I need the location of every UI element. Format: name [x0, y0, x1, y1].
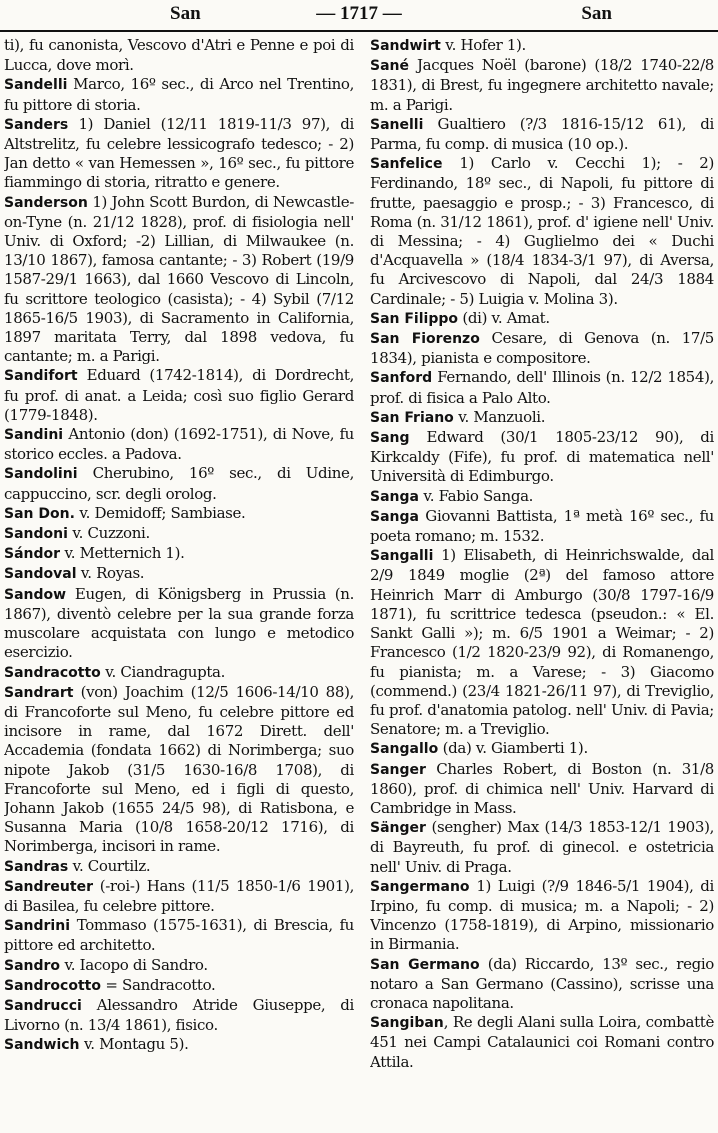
- left-column: [4, 36, 354, 1133]
- entry-headword: Sandras: [4, 858, 69, 875]
- entry-headword: Sanders: [4, 116, 69, 133]
- entry-text: (sengher) Max (14/3 1853-12/1 1903), di Bayreuth, fu prof. di ginecol. e ostetricia nell' Univ. di Praga.: [370, 818, 714, 876]
- dictionary-entry: [4, 544, 354, 564]
- entry-headword: Sanderson: [4, 194, 88, 211]
- dictionary-entry: [370, 955, 714, 1014]
- dictionary-entry: [4, 36, 354, 75]
- entry-headword: Sang: [370, 430, 410, 447]
- entry-text: Edward (30/1 1805-23/12 90), di Kirkcaldy (Fife), fu prof. di matematica nell' Università di Edimburgo.: [370, 428, 714, 486]
- entry-headword: Sandini: [4, 427, 64, 444]
- entry-text: Antonio (don) (1692-1751), di Nove, fu storico eccles. a Padova.: [4, 425, 354, 464]
- entry-headword: Sanelli: [370, 116, 424, 133]
- dictionary-entry: [370, 329, 714, 368]
- entry-text: v. Courtilz.: [68, 856, 151, 875]
- dictionary-entry: [370, 507, 714, 546]
- dictionary-entry: [4, 115, 354, 193]
- entry-text: Tommaso (1575-1631), di Brescia, fu pittore ed architetto.: [4, 916, 354, 955]
- header-right-word: San: [581, 3, 612, 24]
- entry-headword: San Fiorenzo: [370, 331, 480, 348]
- entry-headword: Sándor: [4, 546, 61, 563]
- entry-headword: Sandifort: [4, 368, 78, 385]
- entry-headword: Sandelli: [4, 77, 68, 94]
- entry-headword: Sangiban: [370, 1015, 444, 1032]
- entry-headword: Sandow: [4, 586, 67, 603]
- dictionary-entry: [4, 585, 354, 663]
- entry-headword: Sandracotto: [4, 664, 101, 681]
- dictionary-entry: [4, 1035, 354, 1055]
- entry-headword: Sandreuter: [4, 878, 93, 895]
- entry-text: Charles Robert, di Boston (n. 31/8 1860), prof. di chimica nell' Univ. Harvard di Cambridge in Mass.: [370, 759, 714, 817]
- entry-headword: Sangallo: [370, 741, 439, 758]
- entry-headword: Sanfelice: [370, 156, 443, 173]
- entry-headword: Sanger: [370, 761, 426, 778]
- dictionary-entry: [4, 857, 354, 877]
- entry-text: v. Hofer 1).: [440, 36, 526, 54]
- dictionary-entry: [370, 487, 714, 507]
- entry-text: 1) Elisabeth, di Heinrichswalde, dal 2/9 1849 moglie (2ª) del famoso attore Heinrich Marr di Amburgo (30/8 1797-16/9 1871), fu scrittrice tedesca (pseudon.: « El. Sankt Galli »); m. 6/5 1901 a Weimar; - 2) Francesco (1/2 1820-23/9 92), di Romanengo, fu pianista; m. a Varese; - 3) Giacomo (commend.) (23/4 1821-26/11 97), di Treviglio, fu prof. d'anatomia patolog. nell' Univ. di Pavia; Senatore; m. a Treviglio.: [370, 546, 714, 739]
- entry-text: , Re degli Alani sulla Loira, combattè 451 nei Campi Catalaunici coi Romani contro Attila.: [370, 1013, 714, 1071]
- entry-text: Fernando, dell' Illinois (n. 12/2 1854), prof. di fisica a Palo Alto.: [370, 368, 714, 407]
- entry-headword: Sandoni: [4, 526, 68, 543]
- dictionary-entry: [370, 115, 714, 154]
- entry-text: v. Metternich 1).: [60, 544, 185, 563]
- dictionary-entry: [370, 428, 714, 487]
- header-rule: [0, 30, 718, 32]
- dictionary-entry: [4, 425, 354, 464]
- dictionary-entry: [370, 309, 714, 329]
- dictionary-entry: [370, 877, 714, 955]
- entry-text: v. Cuzzoni.: [67, 524, 150, 543]
- entry-text: v. Iacopo di Sandro.: [60, 955, 208, 974]
- entry-headword: Sandolini: [4, 466, 78, 483]
- dictionary-entry: [4, 916, 354, 955]
- entry-headword: Sänger: [370, 820, 426, 837]
- dictionary-entry: [4, 877, 354, 916]
- entry-text: v. Montagu 5).: [79, 1035, 189, 1054]
- entry-text: (-roi-) Hans (11/5 1850-1/6 1901), di Basilea, fu celebre pittore.: [4, 876, 354, 915]
- entry-text: ti), fu canonista, Vescovo d'Atri e Penne e poi di Lucca, dove morì.: [4, 36, 354, 75]
- entry-text: v. Manzuoli.: [453, 407, 546, 426]
- entry-text: 1) Carlo v. Cecchi 1); - 2) Ferdinando, 18º sec., di Napoli, fu pittore di frutte, paesaggio e prosp.; - 3) Francesco, di Roma (n. 31/12 1861), prof. d' igiene nell' Univ. di Messina; - 4) Guglielmo dei « Duchi d'Acquavella » (18/4 1834-3/1 97), di Aversa, fu Arcivescovo di Napoli, dal 24/3 1884 Cardinale; - 5) Luigia v. Molina 3).: [370, 154, 714, 308]
- entry-text: v. Demidoff; Sambiase.: [74, 503, 246, 522]
- entry-headword: Sandrini: [4, 918, 70, 935]
- dictionary-entry: [370, 408, 714, 428]
- dictionary-entry: [4, 956, 354, 976]
- entry-headword: Sandoval: [4, 566, 77, 583]
- entry-headword: Sané: [370, 58, 409, 75]
- dictionary-entry: [370, 546, 714, 739]
- entry-text: v. Royas.: [76, 564, 145, 583]
- dictionary-entry: [4, 504, 354, 524]
- entry-text: 1) Daniel (12/11 1819-11/3 97), di Altstrelitz, fu celebre lessicografo tedesco; - 2) Jan detto « van Hemessen », 16º sec., fu pittore fiammingo di storia, ritratto e genere.: [4, 114, 354, 192]
- entry-headword: Sandwirt: [370, 38, 441, 54]
- dictionary-entry: [370, 818, 714, 877]
- entry-text: Cherubino, 16º sec., di Udine, cappuccino, scr. degli orolog.: [4, 464, 354, 503]
- entry-text: (da) v. Giamberti 1).: [438, 739, 588, 758]
- dictionary-entry: [370, 56, 714, 115]
- dictionary-entry: [370, 760, 714, 819]
- entry-text: (di) v. Amat.: [458, 308, 550, 327]
- entry-headword: Sanford: [370, 370, 433, 387]
- entry-text: v. Ciandragupta.: [100, 662, 226, 681]
- dictionary-entry: [370, 154, 714, 309]
- entry-text: = Sandracotto.: [100, 975, 216, 994]
- entry-text: (da) Riccardo, 13º sec., regio notaro a San Germano (Cassino), scrisse una cronaca napolitana.: [370, 954, 714, 1012]
- right-column: [370, 36, 714, 1133]
- entry-headword: Sanga: [370, 508, 419, 525]
- entry-text: Eduard (1742-1814), di Dordrecht, fu prof. di anat. a Leida; così suo figlio Gerard (1779-1848).: [4, 366, 354, 424]
- entry-headword: Sangalli: [370, 548, 434, 565]
- dictionary-entry: [4, 193, 354, 367]
- dictionary-entry: [4, 366, 354, 425]
- dictionary-entry: [4, 75, 354, 114]
- dictionary-entry: [4, 976, 354, 996]
- dictionary-entry: [370, 368, 714, 407]
- entry-text: 1) John Scott Burdon, di Newcastle-on-Tyne (n. 21/12 1828), prof. di fisiologia nell' Univ. di Oxford; -2) Lillian, di Milwaukee (n. 13/10 1867), famosa cantante; - 3) Robert (19/9 1587-29/1 1663), dal 1660 Vescovo di Lincoln, fu scrittore teologico (casista); - 4) Sybil (7/12 1865-16/5 1903), di Sacramento in California, 1897 maritata Terry, dal 1898 vedova, fu cantante; m. a Parigi.: [4, 192, 354, 366]
- entry-text: 1) Luigi (?/9 1846-5/1 1904), di Irpino, fu comp. di musica; m. a Napoli; - 2) Vincenzo (1758-1819), di Arpino, missionario in Birmania.: [370, 876, 714, 954]
- dictionary-entry: [370, 1013, 714, 1072]
- entry-headword: Sandrart: [4, 684, 74, 701]
- entry-text: Giovanni Battista, 1ª metà 16º sec., fu poeta romano; m. 1532.: [370, 506, 714, 546]
- dictionary-entry: [4, 564, 354, 584]
- entry-text: Eugen, di Königsberg in Prussia (n. 1867), diventò celebre per la sua grande forza muscolare acquistata con lungo e metodico esercizio.: [4, 584, 354, 662]
- entry-text: Gualtiero (?/3 1816-15/12 61), di Parma, fu comp. di musica (10 op.).: [370, 114, 714, 154]
- entry-text: Jacques Noël (barone) (18/2 1740-22/8 1831), di Brest, fu ingegnere architetto navale; m. a Parigi.: [370, 56, 714, 114]
- entry-headword: Sandwich: [4, 1037, 80, 1054]
- entry-text: (von) Joachim (12/5 1606-14/10 88), di Francoforte sul Meno, fu celebre pittore ed incisore in rame, dal 1672 Dirett. dell' Accademia (fondata 1662) di Norimberga; suo nipote Jakob (31/5 1630-16/8 1708), di Francoforte sul Meno, ed i figli di questo, Johann Jakob (1655 24/5 98), di Ratisbona, e Susanna Maria (10/8 1658-20/12 1716), di Norimberga, incisori in rame.: [4, 682, 354, 856]
- header-left-word: San: [170, 3, 201, 24]
- entry-text: Alessandro Atride Giuseppe, di Livorno (n. 13/4 1861), fisico.: [4, 995, 354, 1035]
- dictionary-entry: [370, 739, 714, 759]
- page-number: — 1717 —: [316, 3, 402, 24]
- entry-text: v. Fabio Sanga.: [418, 486, 534, 505]
- entry-headword: San Germano: [370, 956, 480, 973]
- entry-headword: Sangermano: [370, 878, 470, 895]
- entry-headword: San Don.: [4, 505, 75, 522]
- entry-headword: Sanga: [370, 488, 419, 505]
- entry-text: Cesare, di Genova (n. 17/5 1834), pianista e compositore.: [370, 329, 714, 368]
- dictionary-entry: [4, 683, 354, 857]
- entry-text: Marco, 16º sec., di Arco nel Trentino, fu pittore di storia.: [4, 75, 354, 114]
- dictionary-entry: [4, 464, 354, 503]
- entry-headword: Sandro: [4, 957, 61, 974]
- dictionary-entry: [370, 36, 714, 56]
- entry-headword: San Friano: [370, 409, 454, 426]
- entry-headword: Sandrocotto: [4, 977, 101, 994]
- entry-headword: San Filippo: [370, 310, 458, 327]
- entry-headword: Sandrucci: [4, 997, 82, 1014]
- dictionary-entry: [4, 663, 354, 683]
- dictionary-entry: [4, 524, 354, 544]
- page-header: [0, 0, 718, 28]
- dictionary-entry: [4, 996, 354, 1035]
